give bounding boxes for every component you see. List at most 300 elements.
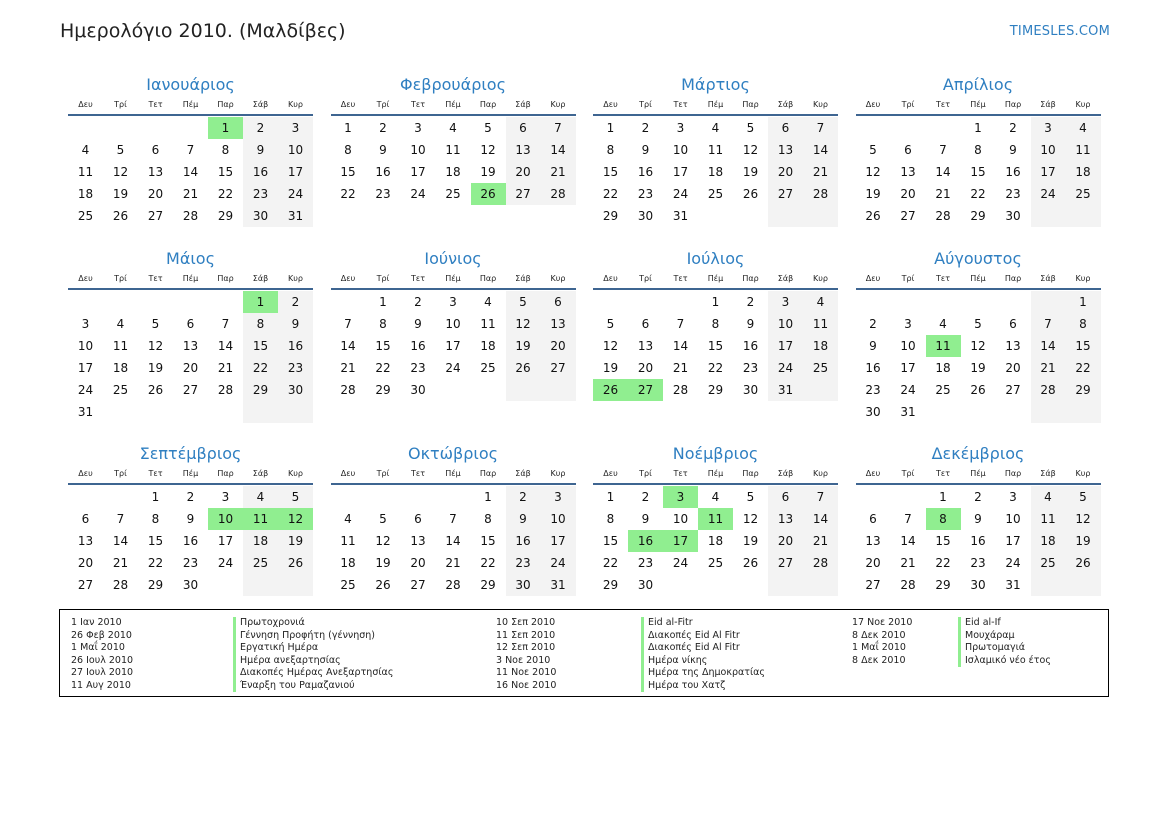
legend-entry: 8 Δεκ 2010	[852, 629, 906, 641]
empty-cell	[961, 291, 996, 313]
empty-cell	[663, 291, 698, 313]
empty-cell	[1031, 205, 1066, 227]
day-cell: 13	[147, 165, 164, 179]
day-cell: 3	[278, 117, 313, 139]
weekday-header	[68, 270, 313, 290]
empty-cell	[138, 401, 173, 423]
month-name: Απρίλιος	[942, 75, 1014, 94]
day-cell: 1	[344, 121, 352, 135]
legend-entry: Πρωτοχρονιά	[233, 617, 393, 630]
day-cell: 9	[186, 512, 195, 526]
legend-entry: Διακοπές Eid Al Fitr	[641, 630, 765, 643]
day-cell: 13	[865, 534, 881, 548]
weekday-label: Σάβ	[1040, 469, 1056, 478]
day-cell: 7	[221, 317, 230, 331]
day-cell: 12	[970, 339, 986, 353]
day-cell: 31	[77, 405, 94, 419]
day-cell: 29	[602, 578, 619, 592]
day-cell: 1	[939, 490, 947, 504]
empty-cell	[1066, 574, 1101, 596]
day-cell: 27	[865, 578, 881, 592]
day-cell: 12	[865, 165, 881, 179]
legend-entry: Ημέρα νίκης	[641, 655, 765, 668]
day-cell: 18	[707, 165, 724, 179]
day-cell: 22	[243, 357, 278, 379]
day-cell: 29	[217, 209, 234, 223]
day-cell: 13	[1005, 339, 1021, 353]
month-calendar	[593, 74, 838, 248]
day-cell: 29	[602, 209, 619, 223]
weekday-label: Πέμ	[445, 100, 461, 109]
day-cell: 2	[243, 117, 278, 139]
day-cell: 2	[414, 295, 422, 309]
legend-entry: Διακοπές Eid Al Fitr	[641, 642, 765, 655]
weekday-header	[856, 465, 1101, 485]
weekday-label: Δευ	[340, 100, 356, 109]
day-cell: 17	[217, 534, 234, 548]
day-cell: 24	[217, 556, 234, 570]
day-cell: 16	[243, 161, 278, 183]
weekday-label: Πέμ	[182, 274, 199, 283]
holiday-legend	[59, 609, 1109, 697]
legend-entry: 17 Νοε 2010	[852, 617, 913, 628]
day-cell: 7	[541, 117, 576, 139]
day-cell: 21	[340, 361, 356, 375]
empty-cell	[891, 486, 926, 508]
day-cell: 22	[935, 556, 951, 570]
month-name: Ιανουάριος	[146, 75, 235, 94]
day-cell: 16	[742, 339, 759, 353]
weekday-label: Τετ	[148, 274, 163, 283]
day-cell: 2	[974, 490, 982, 504]
day-cell: 5	[379, 512, 387, 526]
weekday-header	[593, 96, 838, 116]
day-cell: 14	[1031, 335, 1066, 357]
day-cell: 9	[869, 339, 877, 353]
day-cell: 19	[602, 361, 619, 375]
day-cell: 19	[112, 187, 129, 201]
day-cell: 13	[768, 139, 803, 161]
day-cell: 19	[865, 187, 881, 201]
day-cell: 4	[449, 121, 457, 135]
day-cell: 26	[970, 383, 986, 397]
weekday-label: Δευ	[603, 274, 618, 283]
day-cell: 12	[602, 339, 619, 353]
day-cell: 29	[480, 578, 496, 592]
day-cell: 18	[803, 335, 838, 357]
day-cell: 7	[344, 317, 352, 331]
weekday-label: Παρ	[217, 469, 234, 478]
weekday-label: Δευ	[865, 469, 881, 478]
day-cell: 1	[151, 490, 160, 504]
weekday-label: Παρ	[479, 469, 497, 478]
empty-cell	[1031, 401, 1066, 423]
day-cell: 31	[768, 379, 803, 401]
weekday-label: Κυρ	[550, 274, 566, 283]
day-cell: 7	[904, 512, 912, 526]
day-cell: 17	[663, 530, 698, 552]
day-cell: 20	[768, 530, 803, 552]
day-cell: 22	[375, 361, 391, 375]
day-cell: 4	[1031, 486, 1066, 508]
day-cell: 16	[970, 534, 986, 548]
day-cell: 21	[803, 530, 838, 552]
day-cell: 26	[865, 209, 881, 223]
day-cell: 11	[707, 143, 724, 157]
legend-names-2	[641, 617, 765, 692]
days-grid	[68, 485, 313, 596]
day-cell: 9	[641, 143, 650, 157]
empty-cell	[628, 291, 663, 313]
day-cell: 25	[480, 361, 496, 375]
day-cell: 13	[182, 339, 199, 353]
day-cell: 22	[340, 187, 356, 201]
legend-entry: Eid al-If	[958, 617, 1051, 630]
legend-entry: 1 Μαΐ 2010	[71, 642, 125, 653]
day-cell: 14	[935, 165, 951, 179]
day-cell: 5	[278, 486, 313, 508]
empty-cell	[926, 117, 961, 139]
day-cell: 3	[449, 295, 457, 309]
day-cell: 26	[593, 379, 628, 401]
empty-cell	[68, 486, 103, 508]
days-grid	[68, 116, 313, 227]
day-cell: 9	[379, 143, 387, 157]
weekday-label: Δευ	[340, 274, 356, 283]
day-cell: 2	[379, 121, 387, 135]
empty-cell	[733, 574, 768, 596]
day-cell: 27	[147, 209, 164, 223]
empty-cell	[803, 379, 838, 401]
day-cell: 31	[278, 205, 313, 227]
empty-cell	[996, 291, 1031, 313]
day-cell: 3	[1031, 117, 1066, 139]
legend-entry: Διακοπές Ημέρας Ανεξαρτησίας	[233, 667, 393, 680]
weekday-label: Παρ	[1004, 469, 1022, 478]
legend-entry: 16 Νοε 2010	[496, 679, 557, 691]
day-cell: 28	[803, 552, 838, 574]
day-cell: 20	[637, 361, 654, 375]
day-cell: 18	[112, 361, 129, 375]
day-cell: 19	[742, 534, 759, 548]
weekday-label: Τετ	[148, 100, 163, 109]
weekday-label: Σάβ	[252, 100, 269, 109]
day-cell: 6	[506, 117, 541, 139]
month-name: Οκτώβριος	[407, 444, 498, 463]
legend-names-3	[958, 617, 1051, 667]
day-cell: 30	[637, 209, 654, 223]
days-grid	[593, 485, 838, 596]
day-cell: 7	[676, 317, 685, 331]
empty-cell	[366, 486, 401, 508]
day-cell: 4	[803, 291, 838, 313]
empty-cell	[803, 205, 838, 227]
day-cell: 6	[768, 117, 803, 139]
day-cell: 4	[81, 143, 90, 157]
day-cell: 30	[742, 383, 759, 397]
day-cell: 30	[243, 205, 278, 227]
day-cell: 6	[414, 512, 422, 526]
day-cell: 29	[147, 578, 164, 592]
empty-cell	[243, 574, 278, 596]
day-cell: 5	[869, 143, 877, 157]
day-cell: 22	[480, 556, 496, 570]
days-grid	[856, 485, 1101, 596]
day-cell: 25	[340, 578, 356, 592]
site-link[interactable]: TIMESLES.COM	[1009, 24, 1110, 39]
empty-cell	[401, 486, 436, 508]
month-calendar	[331, 74, 576, 248]
empty-cell	[331, 291, 366, 313]
day-cell: 11	[480, 317, 496, 331]
day-cell: 8	[711, 317, 720, 331]
weekday-label: Τρί	[639, 469, 652, 478]
weekday-label: Τρί	[376, 100, 390, 109]
day-cell: 29	[1066, 379, 1101, 401]
weekday-label: Κυρ	[813, 100, 828, 109]
day-cell: 13	[637, 339, 654, 353]
day-cell: 11	[1031, 508, 1066, 530]
day-cell: 20	[541, 335, 576, 357]
day-cell: 23	[742, 361, 759, 375]
month-calendar	[331, 248, 576, 443]
day-cell: 28	[445, 578, 461, 592]
day-cell: 28	[1031, 379, 1066, 401]
legend-entry: Έναρξη του Ραμαζανιού	[233, 680, 393, 693]
empty-cell	[856, 486, 891, 508]
day-cell: 24	[900, 383, 916, 397]
day-cell: 23	[637, 187, 654, 201]
day-cell: 19	[742, 165, 759, 179]
day-cell: 2	[746, 295, 755, 309]
empty-cell	[173, 291, 208, 313]
legend-entry: 3 Νοε 2010	[496, 654, 551, 666]
day-cell: 20	[410, 556, 426, 570]
month-calendar	[856, 248, 1101, 443]
day-cell: 18	[707, 534, 724, 548]
weekday-header	[331, 96, 576, 116]
day-cell: 24	[541, 552, 576, 574]
weekday-label: Πέμ	[970, 100, 986, 109]
empty-cell	[698, 574, 733, 596]
day-cell: 9	[506, 508, 541, 530]
day-cell: 1	[243, 291, 278, 313]
weekday-label: Δευ	[78, 469, 93, 478]
day-cell: 7	[449, 512, 457, 526]
weekday-label: Τετ	[935, 100, 951, 109]
days-grid	[593, 116, 838, 227]
empty-cell	[436, 379, 471, 401]
day-cell: 17	[410, 165, 426, 179]
day-cell: 20	[900, 187, 916, 201]
day-cell: 11	[1066, 139, 1101, 161]
weekday-header	[331, 270, 576, 290]
day-cell: 25	[445, 187, 461, 201]
day-cell: 5	[116, 143, 125, 157]
weekday-label: Τετ	[410, 274, 426, 283]
day-cell: 27	[1005, 383, 1021, 397]
day-cell: 14	[803, 508, 838, 530]
day-cell: 1	[711, 295, 720, 309]
day-cell: 24	[1031, 183, 1066, 205]
day-cell: 12	[1066, 508, 1101, 530]
day-cell: 10	[672, 512, 689, 526]
empty-cell	[856, 291, 891, 313]
weekday-label: Τρί	[376, 469, 390, 478]
day-cell: 26	[506, 357, 541, 379]
day-cell: 24	[672, 187, 689, 201]
day-cell: 10	[208, 508, 243, 530]
day-cell: 8	[484, 512, 492, 526]
day-cell: 22	[707, 361, 724, 375]
day-cell: 23	[375, 187, 391, 201]
day-cell: 3	[676, 121, 685, 135]
empty-cell	[208, 574, 243, 596]
month-calendar	[593, 248, 838, 443]
day-cell: 6	[869, 512, 877, 526]
empty-cell	[891, 117, 926, 139]
weekday-label: Τετ	[148, 469, 163, 478]
legend-entry: 1 Μαΐ 2010	[852, 642, 906, 653]
day-cell: 23	[182, 556, 199, 570]
day-cell: 15	[1066, 335, 1101, 357]
weekday-header	[68, 465, 313, 485]
empty-cell	[103, 117, 138, 139]
day-cell: 24	[77, 383, 94, 397]
day-cell: 27	[628, 379, 663, 401]
day-cell: 23	[1005, 187, 1021, 201]
day-cell: 2	[506, 486, 541, 508]
weekday-label: Τρί	[114, 469, 127, 478]
day-cell: 30	[865, 405, 881, 419]
legend-entry: Ισλαμικό νέο έτος	[958, 655, 1051, 668]
day-cell: 1	[208, 117, 243, 139]
month-name: Αύγουστος	[934, 249, 1022, 268]
day-cell: 11	[445, 143, 461, 157]
day-cell: 10	[445, 317, 461, 331]
empty-cell	[138, 117, 173, 139]
day-cell: 21	[541, 161, 576, 183]
day-cell: 11	[243, 508, 278, 530]
day-cell: 8	[606, 143, 615, 157]
day-cell: 23	[970, 556, 986, 570]
day-cell: 2	[869, 317, 877, 331]
month-calendar	[331, 443, 576, 613]
day-cell: 16	[410, 339, 426, 353]
day-cell: 22	[1066, 357, 1101, 379]
day-cell: 28	[803, 183, 838, 205]
empty-cell	[506, 379, 541, 401]
day-cell: 27	[182, 383, 199, 397]
day-cell: 19	[506, 335, 541, 357]
day-cell: 8	[344, 143, 352, 157]
day-cell: 23	[865, 383, 881, 397]
day-cell: 25	[1066, 183, 1101, 205]
empty-cell	[208, 401, 243, 423]
day-cell: 14	[445, 534, 461, 548]
day-cell: 7	[116, 512, 125, 526]
empty-cell	[278, 574, 313, 596]
day-cell: 5	[746, 121, 755, 135]
day-cell: 16	[865, 361, 881, 375]
day-cell: 18	[935, 361, 951, 375]
empty-cell	[891, 291, 926, 313]
day-cell: 14	[340, 339, 356, 353]
day-cell: 22	[147, 556, 164, 570]
weekday-label: Τετ	[935, 469, 951, 478]
weekday-header	[856, 270, 1101, 290]
empty-cell	[103, 291, 138, 313]
day-cell: 27	[541, 357, 576, 379]
empty-cell	[926, 291, 961, 313]
weekday-label: Τετ	[410, 100, 426, 109]
day-cell: 17	[77, 361, 94, 375]
weekday-label: Κυρ	[1075, 469, 1091, 478]
day-cell: 19	[278, 530, 313, 552]
month-calendar	[856, 443, 1101, 613]
weekday-label: Κυρ	[550, 100, 566, 109]
weekday-label: Δευ	[865, 274, 881, 283]
day-cell: 1	[606, 121, 615, 135]
weekday-label: Πέμ	[707, 469, 724, 478]
day-cell: 17	[900, 361, 916, 375]
weekday-label: Πέμ	[445, 274, 461, 283]
day-cell: 16	[506, 530, 541, 552]
weekday-label: Τρί	[901, 274, 915, 283]
day-cell: 7	[803, 117, 838, 139]
weekday-label: Κυρ	[288, 469, 303, 478]
empty-cell	[1066, 401, 1101, 423]
empty-cell	[68, 117, 103, 139]
weekday-label: Πέμ	[970, 469, 986, 478]
day-cell: 18	[445, 165, 461, 179]
day-cell: 16	[278, 335, 313, 357]
day-cell: 11	[112, 339, 129, 353]
month-calendar	[68, 443, 313, 613]
day-cell: 6	[768, 486, 803, 508]
day-cell: 4	[1066, 117, 1101, 139]
day-cell: 9	[243, 139, 278, 161]
weekday-label: Πέμ	[182, 100, 199, 109]
legend-entry: 27 Ιουλ 2010	[71, 667, 134, 678]
weekday-label: Τρί	[639, 100, 652, 109]
day-cell: 28	[935, 209, 951, 223]
day-cell: 30	[506, 574, 541, 596]
day-cell: 22	[602, 556, 619, 570]
day-cell: 12	[147, 339, 164, 353]
weekday-header	[331, 465, 576, 485]
day-cell: 20	[182, 361, 199, 375]
empty-cell	[768, 574, 803, 596]
day-cell: 3	[663, 486, 698, 508]
day-cell: 23	[637, 556, 654, 570]
empty-cell	[856, 117, 891, 139]
legend-entry: 26 Ιουλ 2010	[71, 654, 134, 666]
day-cell: 19	[970, 361, 986, 375]
calendar-grid	[68, 74, 1101, 613]
day-cell: 4	[344, 512, 352, 526]
day-cell: 3	[414, 121, 422, 135]
empty-cell	[471, 379, 506, 401]
day-cell: 16	[637, 165, 654, 179]
day-cell: 31	[900, 405, 916, 419]
day-cell: 11	[926, 335, 961, 357]
day-cell: 7	[939, 143, 947, 157]
weekday-label: Δευ	[340, 469, 356, 478]
weekday-label: Τετ	[673, 100, 688, 109]
day-cell: 13	[900, 165, 916, 179]
day-cell: 17	[672, 165, 689, 179]
